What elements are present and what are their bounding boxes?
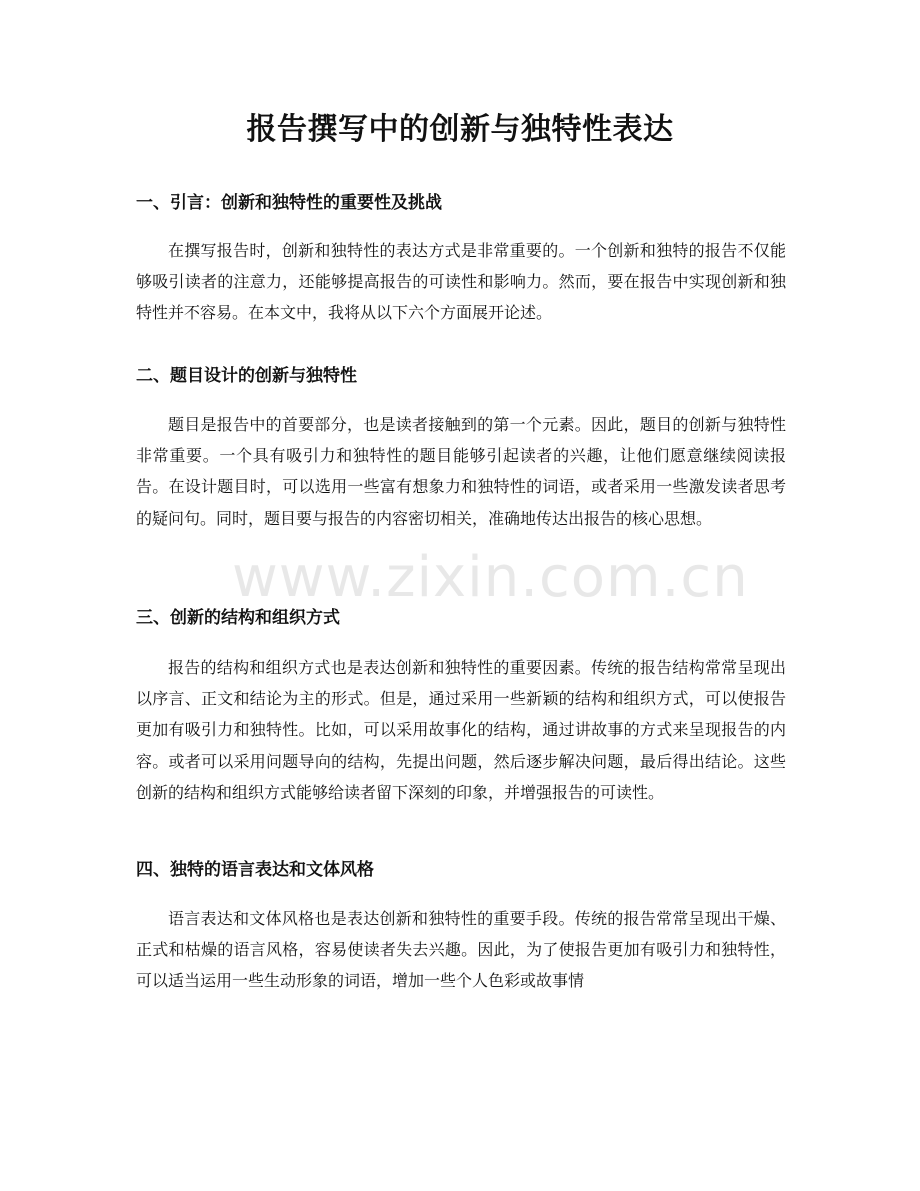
section-heading-3: 三、创新的结构和组织方式 [136, 608, 340, 628]
section-paragraph-4: 语言表达和文体风格也是表达创新和独特性的重要手段。传统的报告常常呈现出干燥、正式和枯燥的语言风格，容易使读者失去兴趣。因此，为了使报告更加有吸引力和独特性，可以适当运用一些生动形象的词语，增加一些个人色彩或故事情 [136, 909, 786, 991]
section-paragraph-3: 报告的结构和组织方式也是表达创新和独特性的重要因素。传统的报告结构常常呈现出以序言、正文和结论为主的形式。但是，通过采用一些新颖的结构和组织方式，可以使报告更加有吸引力和独特性。比如，可以采用故事化的结构，通过讲故事的方式来呈现报告的内容。或者可以采用问题导向的结构，先提出问题，然后逐步解决问题，最后得出结论。这些创新的结构和组织方式能够给读者留下深刻的印象，并增强报告的可读性。 [136, 658, 786, 802]
section-paragraph-1: 在撰写报告时，创新和独特性的表达方式是非常重要的。一个创新和独特的报告不仅能够吸引读者的注意力，还能够提高报告的可读性和影响力。然而，要在报告中实现创新和独特性并不容易。在本文中，我将从以下六个方面展开论述。 [136, 241, 786, 323]
section-heading-1: 一、引言：创新和独特性的重要性及挑战 [136, 193, 442, 213]
section-heading-4: 四、独特的语言表达和文体风格 [136, 860, 374, 880]
section-heading-2: 二、题目设计的创新与独特性 [136, 366, 357, 386]
document-title: 报告撰写中的创新与独特性表达 [246, 112, 674, 147]
section-paragraph-2: 题目是报告中的首要部分，也是读者接触到的第一个元素。因此，题目的创新与独特性非常重要。一个具有吸引力和独特性的题目能够引起读者的兴趣，让他们愿意继续阅读报告。在设计题目时，可以选用一些富有想象力和独特性的词语，或者采用一些激发读者思考的疑问句。同时，题目要与报告的内容密切相关，准确地传达出报告的核心思想。 [136, 415, 786, 528]
watermark-text: www.zixin.com.cn [232, 545, 749, 610]
